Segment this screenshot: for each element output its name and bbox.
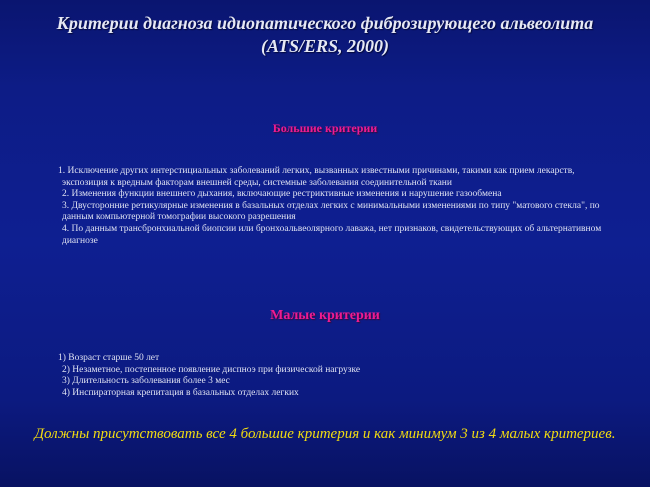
minor-criterion-2: 2) Незаметное, постепенное появление диспноэ при физической нагрузке xyxy=(62,364,361,375)
major-criterion-1: 1. Исключение других интерстициальных заболеваний легких, вызванных известными причинами, такими как прием лекарств, экспозиция к вредным факторам внешней среды, системные заболевания соединительной ткани xyxy=(58,166,575,188)
slide-title: Критерии диагноза идиопатического фиброзирующего альвеолита (ATS/ERS, 2000) xyxy=(56,13,594,56)
major-criterion-3: 3. Двусторонние ретикулярные изменения в базальных отделах легких с минимальными изменениями по типу "матового стекла", по данным компьютерной томографии высокого разрешения xyxy=(62,200,600,223)
major-criterion-2: 2. Изменения функции внешнего дыхания, включающие рестриктивные изменения и нарушение газообмена xyxy=(62,189,502,200)
minor-criterion-1: 1) Возраст старше 50 лет xyxy=(58,353,160,363)
major-criterion-4: 4. По данным трансбронхиальной биопсии или бронхоальвеолярного лаважа, нет признаков, свидетельствующих об альтернативном диагнозе xyxy=(62,223,602,246)
minor-criteria-heading: Малые критерии xyxy=(270,308,380,323)
minor-criterion-3: 3) Длительность заболевания более 3 мес xyxy=(62,376,230,387)
diagnosis-conclusion: Должны присутствовать все 4 большие критерия и как минимум 3 из 4 малых критериев. xyxy=(34,426,616,442)
minor-criteria-list xyxy=(58,353,582,399)
major-criteria-heading: Большие критерии xyxy=(272,121,378,135)
major-criteria-list xyxy=(58,166,602,247)
minor-criterion-4: 4) Инспираторная крепитация в базальных отделах легких xyxy=(62,387,299,398)
